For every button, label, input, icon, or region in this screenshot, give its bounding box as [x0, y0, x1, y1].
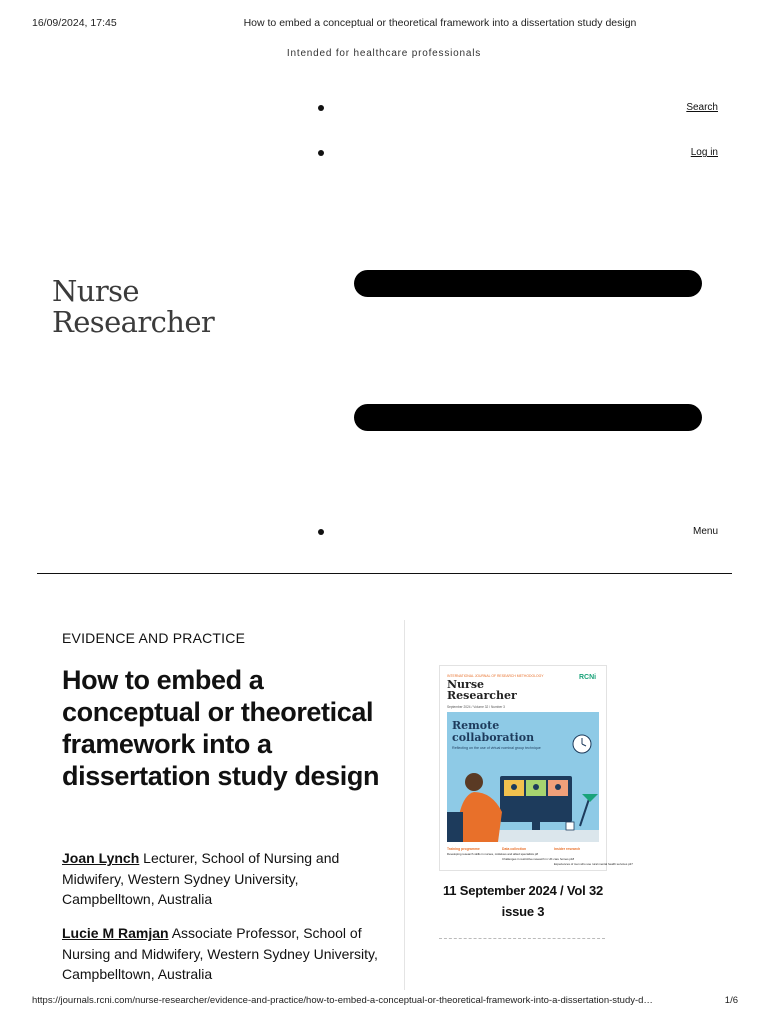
person-head — [465, 773, 483, 791]
logo-line-2: Researcher — [52, 305, 215, 339]
print-datetime: 16/09/2024, 17:45 — [32, 17, 117, 29]
site-logo[interactable] — [52, 276, 214, 338]
header-bar-bottom[interactable] — [354, 404, 702, 431]
header-bar-top[interactable] — [354, 270, 702, 297]
person-head — [555, 784, 561, 790]
menu-button[interactable]: Menu — [692, 526, 718, 537]
list-bullet — [318, 529, 324, 535]
person-head — [511, 784, 517, 790]
cover-feature-sub: Reflecting on the use of virtual nominal group technique — [452, 746, 541, 750]
chair-shape — [447, 812, 463, 842]
print-doc-title: How to embed a conceptual or theoretical framework into a dissertation study design — [243, 17, 637, 29]
author-affiliation: Lecturer, School of Nursing and Midwifery, Western Sydney University, Campbelltown, Australia — [62, 850, 340, 907]
column-divider — [404, 620, 405, 990]
cover-title-line-2: Researcher — [447, 689, 517, 702]
author-block — [62, 923, 382, 985]
person-head — [533, 784, 539, 790]
cover-kicker: INTERNATIONAL JOURNAL OF RESEARCH METHODOLOGY — [447, 674, 544, 678]
journal-cover-image[interactable] — [439, 665, 633, 871]
header-divider — [37, 573, 732, 574]
issue-date: 11 September 2024 / Vol 32 — [442, 883, 604, 898]
cover-col2-head: Data collection — [502, 847, 527, 851]
author-affiliation: Associate Professor, School of Nursing and Midwifery, Western Sydney University, Campbelltown, Australia — [62, 925, 378, 982]
issue-info[interactable] — [428, 880, 618, 922]
article-category[interactable]: EVIDENCE AND PRACTICE — [62, 630, 246, 646]
cover-col3-head: Insider research — [554, 847, 581, 851]
cover-brand: RCNi — [579, 674, 597, 681]
mug-icon — [566, 822, 574, 830]
author-name-link[interactable]: Joan Lynch — [62, 850, 140, 866]
nav-item-login — [318, 147, 718, 163]
list-bullet — [318, 105, 324, 111]
print-footer-url: https://journals.rcni.com/nurse-researcher/evidence-and-practice/how-to-embed-a-conceptual-or-theoretical-framework-into-a-dissertation-study-d… — [32, 995, 653, 1006]
print-footer-page: 1/6 — [724, 995, 738, 1006]
logo-line-1: Nurse — [52, 274, 139, 308]
author-block — [62, 848, 382, 910]
search-link[interactable]: Search — [686, 102, 718, 113]
cover-feature-line-2: collaboration — [452, 731, 535, 744]
nav-item-search — [318, 102, 718, 118]
monitor-stand — [532, 822, 540, 830]
cover-col3-text: Experiences of men who use rural mental health services p27 — [554, 862, 633, 866]
audience-note: Intended for healthcare professionals — [286, 48, 482, 59]
login-link[interactable]: Log in — [690, 147, 718, 158]
list-bullet — [318, 150, 324, 156]
issue-number: issue 3 — [501, 904, 545, 919]
author-name-link[interactable]: Lucie M Ramjan — [62, 925, 169, 941]
issue-divider — [439, 938, 605, 939]
cover-title-line-1: Nurse — [447, 678, 485, 691]
cover-col1-head: Training programme — [447, 847, 480, 851]
cover-meta: September 2024 / Volume 32 / Number 3 — [447, 705, 505, 709]
cover-col1-text: Developing research skills in nurses, midwives and allied specialists p8 — [447, 852, 538, 856]
nav-item-menu[interactable] — [318, 526, 718, 542]
cover-col2-text: Challenges in restrictive research in UK care homes p18 — [502, 857, 575, 861]
cover-feature-line-1: Remote — [452, 719, 500, 732]
article-title: How to embed a conceptual or theoretical framework into a dissertation study design — [62, 665, 380, 791]
